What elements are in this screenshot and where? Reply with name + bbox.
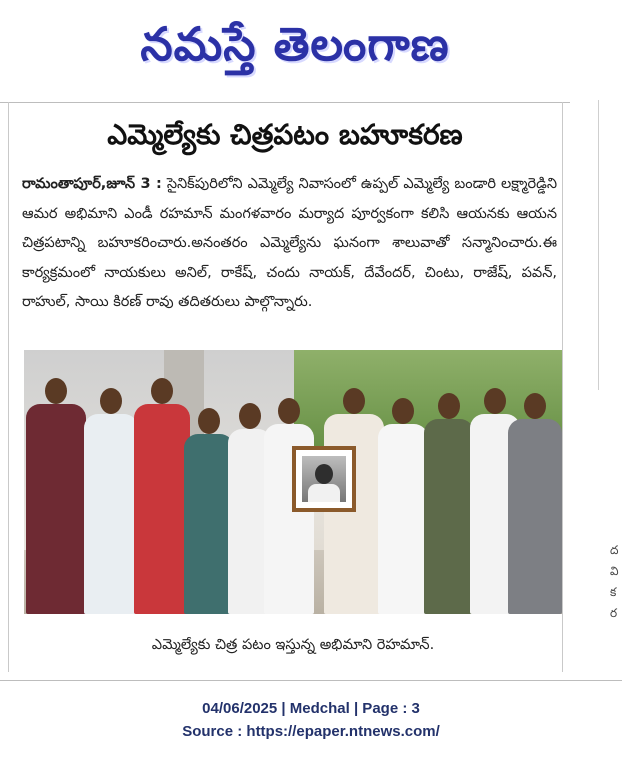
adjacent-column-fragment: ద వి క ర <box>610 543 619 620</box>
article-body-line: సైనిక్‌పురిలోని ఎమ్మెల్యే నివాసంలో ఉప్పల్ ఎమ్మెల్యే <box>166 176 450 192</box>
framed-portrait <box>292 446 356 512</box>
newspaper-masthead: నమస్తే తెలంగాణ <box>140 17 450 71</box>
article-body-line: పూర్వకంగా కలిసి ఆయనకు ఆయన చిత్రపటాన్ని బహూకరించారు.అనంతరం <box>22 205 557 251</box>
photo-person <box>508 419 562 614</box>
article-body-line: సాయి కిరణ్ రావు తదితరులు పాల్గొన్నారు. <box>75 294 313 310</box>
footer-divider <box>0 680 622 681</box>
footer-source-link[interactable]: Source : https://epaper.ntnews.com/ <box>182 723 440 740</box>
photo-person <box>26 404 86 614</box>
footer-date-edition-page: 04/06/2025 | Medchal | Page : 3 <box>202 700 420 717</box>
photo-person <box>84 414 138 614</box>
article-body <box>22 170 557 345</box>
article-headline: ఎమ్మెల్యేకు చిత్రపటం బహూకరణ <box>107 118 463 151</box>
adjacent-column-rule <box>598 100 599 390</box>
article-body-line: ఎమ్మెల్యేను ఘనంగా శాలువాతో సన్మానించారు.ఈ కార్యక్రమంలో నాయకులు <box>22 235 557 281</box>
photo-person <box>324 414 384 614</box>
column-rule-right <box>562 102 563 672</box>
article-dateline: రామంతాపూర్,జూన్ 3 : <box>22 176 162 192</box>
article-photo <box>24 350 562 614</box>
photo-person <box>378 424 428 614</box>
article-body-line: బండారి లక్ష్మారెడ్డిని ఆమర అభిమాని ఎండీ రహమాన్ మంగళవారం మర్యాద <box>22 176 558 222</box>
photo-person <box>134 404 190 614</box>
photo-person <box>184 434 234 614</box>
photo-caption: ఎమ్మెల్యేకు చిత్ర పటం ఇస్తున్న అభిమాని రెహమాన్. <box>151 637 435 653</box>
column-rule-left <box>8 102 9 672</box>
photo-person <box>424 419 474 614</box>
article-body-line: అనిల్, రాకేష్, చందు నాయక్, దేవేందర్, చింటు, రాజేష్, పవన్, రాహుల్, <box>22 264 557 310</box>
